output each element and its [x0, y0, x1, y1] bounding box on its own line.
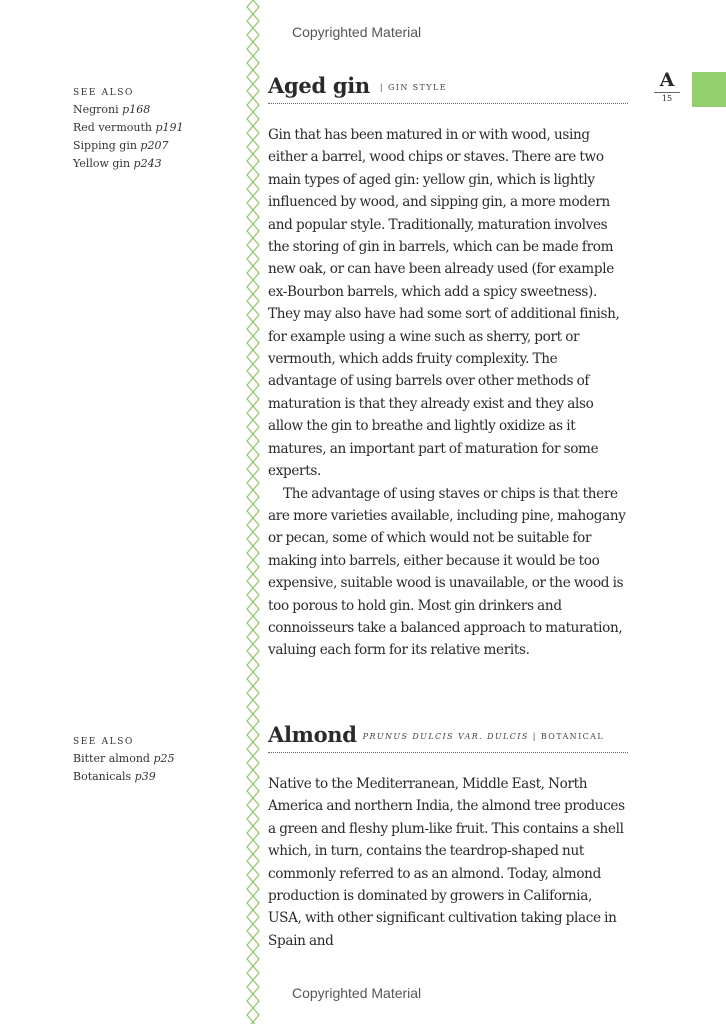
entry-header	[268, 722, 628, 752]
index-letter	[650, 70, 684, 104]
entry-paragraph: Native to the Mediterranean, Middle East, North America and northern India, the almond tree produces a green and fleshy plum-like fruit. This contains a shell which, in turn, contains the teardrop-shaped nut commonly referred to as an almond. Today, almond production is dominated by growers in California, USA, with other significant cultivation taking place in Spain and	[268, 776, 625, 949]
entry-paragraph: Gin that has been matured in or with wood, using either a barrel, wood chips or staves. There are two main types of aged gin: yellow gin, which is lightly influenced by wood, and sipping gin, a more modern and popular style. Traditionally, maturation involves the storing of gin in barrels, which can be made from new oak, or can have been already used (for example ex-Bourbon barrels, which add a spicy sweetness). They may also have had some sort of additional finish, for example using a wine such as sherry, port or vermouth, which adds fruity complexity. The advantage of using barrels over other methods of maturation is that they already exist and they also allow the gin to breathe and lightly oxidize as it matures, an important part of maturation for some experts.	[268, 127, 620, 480]
dotted-rule	[268, 103, 628, 104]
entry-header	[268, 73, 628, 103]
see-also-link[interactable]: Negroni p168	[73, 103, 151, 116]
entry-almond	[268, 722, 628, 952]
copyright-watermark-top: Copyrighted Material	[292, 24, 422, 40]
entry-title: Almond	[268, 722, 357, 747]
see-also-link[interactable]: Sipping gin p207	[73, 139, 169, 152]
entry-category: | GIN STYLE	[379, 83, 447, 92]
decorative-divider	[246, 0, 260, 1024]
see-also-link[interactable]: Botanicals p39	[73, 770, 156, 783]
index-letter-rule	[654, 92, 680, 93]
see-also-almond	[73, 735, 175, 786]
index-color-tab	[692, 72, 726, 107]
index-letter-glyph: A	[659, 69, 675, 91]
see-also-link[interactable]: Red vermouth p191	[73, 121, 184, 134]
entry-category: PRUNUS DULCIS VAR. DULCIS | BOTANICAL	[362, 732, 605, 741]
entry-body	[268, 773, 628, 952]
entry-aged-gin	[268, 73, 628, 662]
entry-title: Aged gin	[268, 73, 370, 98]
dotted-rule	[268, 752, 628, 753]
see-also-link[interactable]: Bitter almond p25	[73, 752, 175, 765]
page-number: 15	[661, 94, 673, 103]
see-also-heading: SEE ALSO	[73, 88, 134, 98]
copyright-watermark-bottom: Copyrighted Material	[292, 985, 422, 1001]
see-also-aged-gin	[73, 86, 184, 173]
entry-paragraph: The advantage of using staves or chips is that there are more varieties available, including pine, mahogany or pecan, some of which would not be suitable for making into barrels, either because it would be too expensive, suitable wood is unavailable, or the wood is too porous to hold gin. Most gin drinkers and connoisseurs take a balanced approach to maturation, valuing each form for its relative merits.	[268, 485, 626, 659]
see-also-link[interactable]: Yellow gin p243	[73, 157, 162, 170]
entry-body	[268, 124, 628, 662]
entry-latin-name: PRUNUS DULCIS VAR. DULCIS	[362, 732, 529, 741]
see-also-heading: SEE ALSO	[73, 737, 134, 747]
